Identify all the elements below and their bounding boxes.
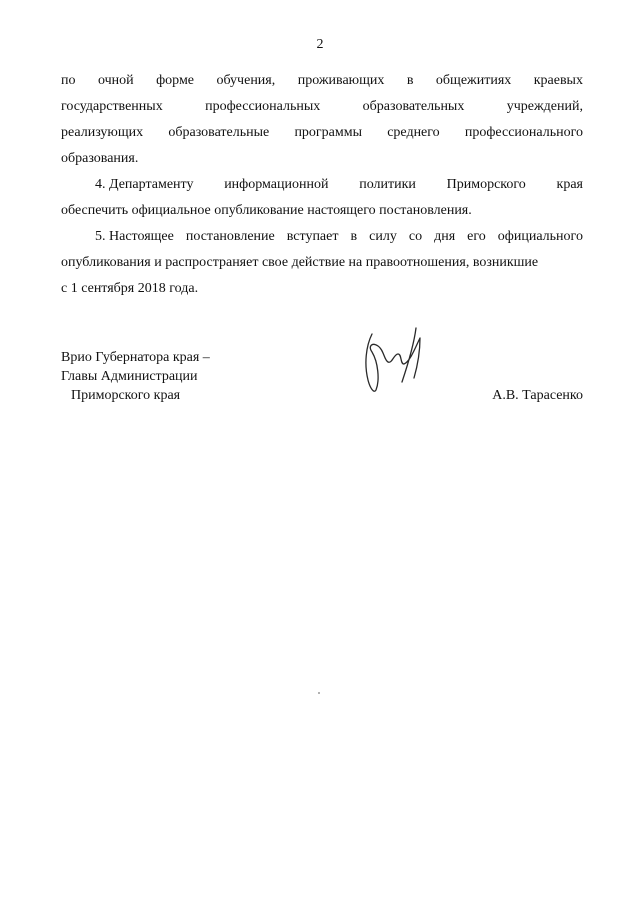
page-number: 2 — [316, 37, 324, 52]
word: учреждений, — [506, 99, 583, 114]
word: среднего — [387, 125, 440, 140]
word: со — [408, 229, 423, 244]
paragraph-1-line-3 — [61, 120, 583, 146]
word: его — [467, 229, 486, 244]
word: политики — [359, 177, 416, 192]
word: вступает — [286, 229, 339, 244]
signature-block — [61, 348, 583, 418]
word: краевых — [533, 73, 583, 88]
word: края — [556, 177, 583, 192]
signatory-title-line-3: Приморского края — [71, 388, 181, 403]
word: профессиональных — [205, 99, 321, 114]
signatory-title-line-2: Главы Администрации — [61, 369, 198, 384]
handwritten-signature-icon — [358, 324, 448, 404]
paragraph-1-line-1 — [61, 68, 583, 94]
paragraph-2-line-1 — [61, 172, 583, 198]
paragraph-3-line-3: с 1 сентября 2018 года. — [61, 281, 199, 296]
word: по — [61, 73, 76, 88]
word: программы — [294, 125, 363, 140]
word: в — [350, 229, 358, 244]
word: образовательных — [362, 99, 465, 114]
word: образовательные — [168, 125, 270, 140]
signatory-title — [61, 348, 210, 405]
word: очной — [97, 73, 134, 88]
word: общежитиях — [435, 73, 512, 88]
word: в — [406, 73, 414, 88]
word: силу — [369, 229, 397, 244]
word: форме — [156, 73, 195, 88]
word: официального — [497, 229, 583, 244]
word: информационной — [224, 177, 329, 192]
word: 5. Настоящее — [95, 229, 174, 244]
word: постановление — [185, 229, 275, 244]
paragraph-3-line-2: опубликования и распространяет свое действие на правоотношения, возникшие — [61, 255, 539, 270]
word: проживающих — [297, 73, 385, 88]
word: 4. Департаменту — [95, 177, 194, 192]
paragraph-1-line-4: образования. — [61, 151, 139, 166]
word: реализующих — [61, 125, 144, 140]
document-body — [61, 68, 583, 302]
word: профессионального — [464, 125, 583, 140]
signatory-name: А.В. Тарасенко — [492, 388, 583, 403]
paragraph-2-line-2: обеспечить официальное опубликование настоящего постановления. — [61, 203, 472, 218]
word: обучения, — [216, 73, 276, 88]
paragraph-1-line-2 — [61, 94, 583, 120]
word: государственных — [61, 99, 163, 114]
paragraph-3-line-1 — [61, 224, 583, 250]
scan-speck — [318, 692, 320, 694]
word: Приморского — [446, 177, 526, 192]
signatory-title-line-1: Врио Губернатора края – — [61, 350, 210, 365]
word: дня — [434, 229, 456, 244]
